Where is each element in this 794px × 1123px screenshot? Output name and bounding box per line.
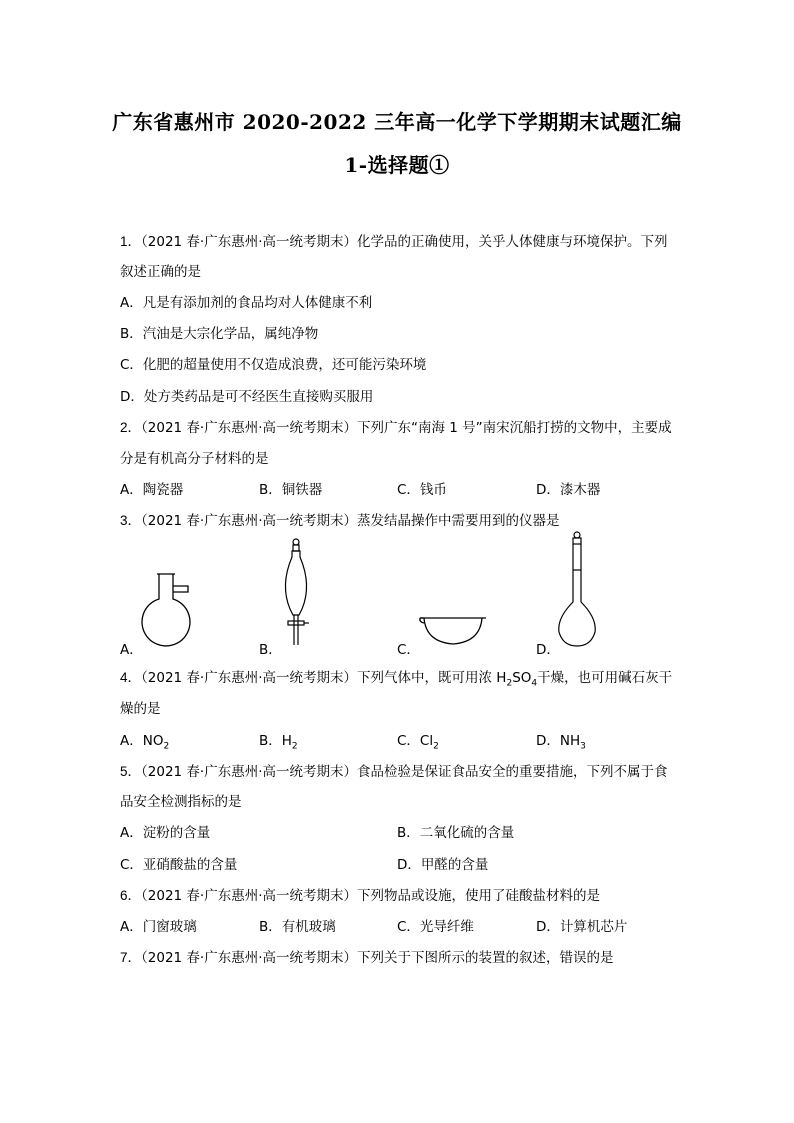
q4-stem-mid: SO [512, 670, 532, 686]
distillation-flask-icon [138, 572, 208, 652]
q5-option-a: A．淀粉的含量 [120, 825, 211, 841]
q3-stem-line1 [120, 509, 560, 529]
q1-number: 1． [120, 234, 142, 249]
q2-option-b: B．铜铁器 [259, 482, 323, 498]
q6-option-b: B．有机玻璃 [259, 919, 336, 935]
q6-option-d: D．计算机芯片 [536, 919, 628, 935]
q4-sub-2: 2 [506, 678, 513, 689]
q1-option-c: C．化肥的超量使用不仅造成浪费，还可能污染环境 [120, 357, 427, 373]
q4-stem-line1 [120, 666, 672, 689]
q6-source: （2021 春·广东惠州·高一统考期末） [141, 888, 357, 904]
q4-option-b: B．$H_2$ [259, 733, 298, 752]
q1-option-b: B．汽油是大宗化学品，属纯净物 [120, 326, 319, 342]
q4-stem-line2: 燥的是 [120, 701, 161, 717]
q3-number: 3． [120, 513, 142, 528]
q1-option-a: A．凡是有添加剂的食品均对人体健康不利 [120, 295, 373, 311]
q3-option-a: A． [120, 642, 143, 658]
q2-option-a: A．陶瓷器 [120, 482, 184, 498]
q4-number: 4． [120, 670, 142, 685]
q7-number: 7． [120, 950, 142, 965]
q5-stem-line1 [120, 760, 668, 780]
q4-stem-post: 干燥，也可用碱石灰干 [537, 670, 673, 686]
q3-option-d: D． [536, 642, 560, 658]
q4-source: （2021 春·广东惠州·高一统考期末） [141, 670, 357, 686]
q2-number: 2． [120, 420, 142, 435]
q2-option-c: C．钱币 [397, 482, 447, 498]
q5-number: 5． [120, 764, 142, 779]
q4-option-d: D．$NH_3$ [536, 733, 586, 752]
evaporating-dish-icon [418, 614, 488, 650]
doc-title-line2: 1-选择题① [344, 153, 450, 177]
q6-option-a: A．门窗玻璃 [120, 919, 197, 935]
q5-source: （2021 春·广东惠州·高一统考期末） [141, 764, 357, 780]
q2-stem-line2: 分是有机高分子材料的是 [120, 451, 269, 467]
q3-stem-a: 蒸发结晶操作中需要用到的仪器是 [357, 513, 560, 529]
q5-option-b: B．二氧化硫的含量 [397, 825, 515, 841]
q1-stem-line1 [120, 230, 668, 250]
separatory-funnel-icon [278, 537, 318, 647]
q1-source: （2021 春·广东惠州·高一统考期末） [141, 234, 357, 250]
q1-option-d: D．处方类药品是可不经医生直接购买服用 [120, 389, 374, 405]
q7-stem-line1 [120, 946, 614, 966]
q1-stem-a: 化学品的正确使用，关乎人体健康与环境保护。下列 [357, 234, 668, 250]
q4-option-c: C．$Cl_2$ [397, 733, 439, 752]
q7-stem-a: 下列关于下图所示的装置的叙述，错误的是 [357, 950, 614, 966]
q4-option-a: A．$NO_2$ [120, 733, 170, 752]
q6-stem-a: 下列物品或设施，使用了硅酸盐材料的是 [357, 888, 600, 904]
q2-stem-line1 [120, 416, 672, 436]
q5-option-d: D．甲醛的含量 [397, 857, 489, 873]
q3-option-b: B． [259, 642, 282, 658]
q6-stem-line1 [120, 884, 600, 904]
q1-stem-line2: 叙述正确的是 [120, 264, 201, 280]
q5-stem-line2: 品安全检测指标的是 [120, 794, 242, 810]
q4-stem-pre: 下列气体中，既可用浓 H [357, 670, 507, 686]
q6-number: 6． [120, 888, 142, 903]
q2-option-d: D．漆木器 [536, 482, 601, 498]
q7-source: （2021 春·广东惠州·高一统考期末） [141, 950, 357, 966]
q6-option-c: C．光导纤维 [397, 919, 474, 935]
q2-source: （2021 春·广东惠州·高一统考期末） [141, 420, 357, 436]
q5-option-c: C．亚硝酸盐的含量 [120, 857, 238, 873]
q2-stem-a: 下列广东“南海 1 号”南宋沉船打捞的文物中，主要成 [357, 420, 672, 436]
doc-title-line1: 广东省惠州市 2020-2022 三年高一化学下学期期末试题汇编 [112, 110, 682, 134]
q5-stem-a: 食品检验是保证食品安全的重要措施，下列不属于食 [357, 764, 668, 780]
q3-option-c: C． [397, 642, 420, 658]
q4-sub-4: 4 [531, 678, 538, 689]
volumetric-flask-icon [553, 530, 603, 650]
q3-source: （2021 春·广东惠州·高一统考期末） [141, 513, 357, 529]
